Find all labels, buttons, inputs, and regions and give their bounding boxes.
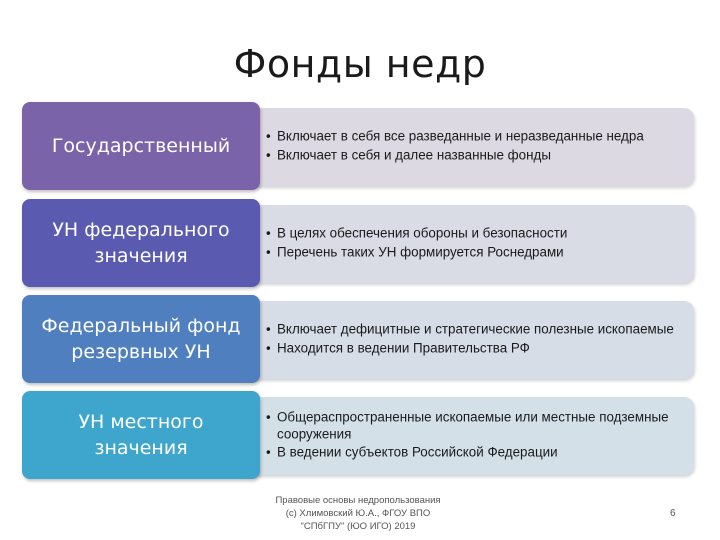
fund-description-box bbox=[236, 301, 694, 379]
fund-category-box bbox=[22, 295, 260, 383]
fund-description-list bbox=[266, 322, 686, 359]
slide-footer bbox=[238, 494, 478, 533]
fund-description-item: • Находится в ведении Правительства РФ bbox=[266, 340, 686, 357]
page-number: 6 bbox=[670, 508, 676, 519]
fund-category-line: резервных УН bbox=[71, 341, 211, 363]
fund-description-box bbox=[236, 205, 694, 283]
fund-category-line: Федеральный фонд bbox=[41, 315, 241, 337]
fund-category-box bbox=[22, 102, 260, 190]
footer-line: Правовые основы недропользования bbox=[275, 495, 441, 506]
slide-title: Фонды недр bbox=[233, 42, 487, 86]
fund-description-item: • В целях обеспечения обороны и безопасности bbox=[266, 226, 686, 243]
fund-description-box bbox=[236, 397, 694, 475]
fund-description-box bbox=[236, 108, 694, 186]
fund-category-line: значения bbox=[94, 245, 188, 267]
fund-category-line: УН местного bbox=[78, 411, 204, 433]
fund-category-label bbox=[52, 217, 229, 269]
fund-description-item: • Общераспространенные ископаемые или местные подземные сооружения bbox=[266, 409, 686, 442]
fund-description-item: • Перечень таких УН формируется Роснедрами bbox=[266, 244, 686, 261]
fund-description-list bbox=[266, 129, 686, 166]
footer-line: "СПбГПУ" (ЮО ИГО) 2019 bbox=[300, 521, 416, 532]
fund-category-line: Государственный bbox=[51, 135, 231, 157]
fund-description-item: • Включает в себя и далее названные фонды bbox=[266, 147, 686, 164]
fund-description-item: • Включает в себя все разведанные и неразведанные недра bbox=[266, 129, 686, 146]
fund-category-label bbox=[41, 313, 240, 365]
fund-description-list bbox=[266, 409, 686, 463]
fund-category-box bbox=[22, 391, 260, 479]
fund-category-label bbox=[78, 409, 203, 461]
fund-category-line: значения bbox=[94, 437, 188, 459]
fund-description-item: • В ведении субъектов Российской Федерации bbox=[266, 444, 686, 461]
fund-description-list bbox=[266, 226, 686, 263]
fund-category-box bbox=[22, 199, 260, 287]
fund-description-item: • Включает дефицитные и стратегические полезные ископаемые bbox=[266, 322, 686, 339]
fund-category-label bbox=[52, 133, 230, 159]
fund-category-line: УН федерального bbox=[52, 219, 230, 241]
footer-line: (с) Хлимовский Ю.А., ФГОУ ВПО bbox=[285, 508, 431, 519]
